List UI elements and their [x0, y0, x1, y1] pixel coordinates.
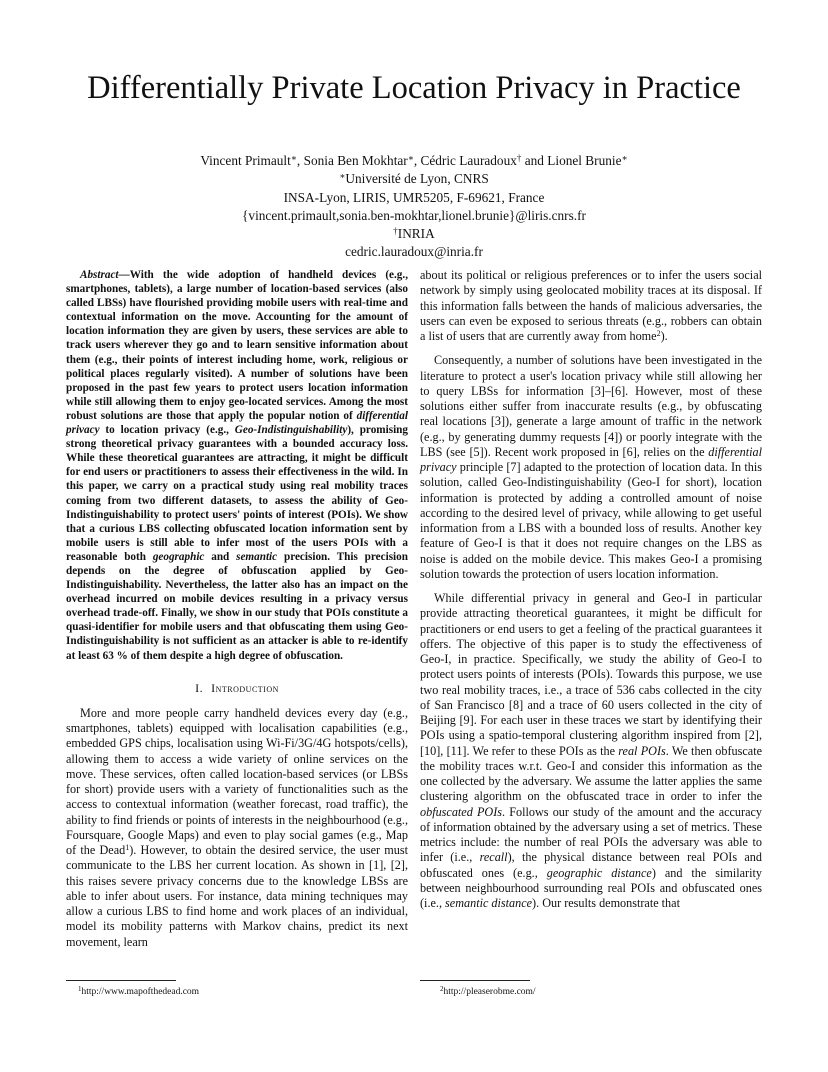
abstract-text: and — [204, 550, 237, 563]
affiliation-mark: ∗ — [621, 153, 628, 163]
section-title: Introduction — [211, 680, 279, 695]
abstract-text: precision. This precision depends on the degree of obfuscation applied by Geo-Indistinguishability. Nevertheless, the latter also has an impact on the overhead incurred on mobile devices resulting in a privacy versus overhead trade-off. Finally, we show in our study that POIs constitute a quasi-identifier for mobile users and that obfuscating them using Geo-Indistinguishability is not sufficient as an attacker is able to re-identify at least 63 % of them despite a high degree of obfuscation. — [66, 550, 408, 662]
paragraph-text: More and more people carry handheld devices every day (e.g., smartphones, tablets) equipped with localisation capabilities (e.g., embedded GPS chips, localisation using Wi-Fi/3G/4G hotspots/cells), allowing them to access a wide variety of online services on the move. These services, often called location-based services (or LBSs for short) provide users with a variety of functionalities such as the access to contextual information (weather forecast, road traffic), the ability to find friends or points of interests in the neighbourhood (e.g., Foursquare, Google Maps) and even to play social games (e.g., Map of the Dead — [66, 705, 408, 858]
affiliation-mark: ∗ — [339, 171, 346, 182]
affiliation-mark: ∗ — [290, 153, 297, 163]
author-name: Vincent Primault — [200, 153, 291, 168]
author-separator: and — [521, 153, 548, 168]
author-name: Sonia Ben Mokhtar — [303, 153, 408, 168]
section-heading — [66, 681, 408, 696]
email-text: cedric.lauradoux@inria.fr — [345, 244, 483, 260]
author-block — [0, 152, 828, 262]
section-number: I. — [195, 680, 204, 695]
body-paragraph — [66, 706, 408, 950]
paragraph-emphasis: recall — [479, 850, 508, 865]
author-line — [0, 152, 828, 170]
footnote-left — [78, 986, 199, 998]
paragraph-text: Consequently, a number of solutions have been investigated in the literature to protect a user's location privacy while still allowing her to query LBSs for information [3]–[6]. However, most of these solutions either suffer from inaccurate results (e.g., by obfuscating real locations [3]), generate a large amount of traffic in the network (e.g., by generating dummy requests [4]) or poorly integrate with the LBS (see [5]). Recent work proposed in [6], relies on the — [420, 353, 762, 459]
affiliation-line — [0, 170, 828, 188]
paragraph-text: ). Our results demonstrate that — [532, 896, 680, 910]
footnote-right — [440, 986, 536, 998]
paragraph-emphasis: semantic distance — [445, 896, 533, 910]
abstract-text: With the wide adoption of handheld devices (e.g., smartphones, tablets), a large number of location-based services (also called LBSs) have flourished providing mobile users with real-time and contextual information on the move. Accounting for the amount of location information they are given by users, these services are able to track users wherever they go and to learn sensitive information about them (e.g., their points of interest including home, work, religious or political places regularly visited). A number of solutions have been proposed in the past few years to protect users location information while still allowing them to enjoy geo-located services. Among the most robust solutions are those that apply the popular notion of — [66, 269, 408, 422]
paragraph-text: ), the physical distance between real POIs and obfuscated ones (e.g., — [420, 850, 762, 880]
paragraph-text: principle [7] adapted to the protection of location data. In this solution, called Geo-Indistinguishability (Geo-I for short), location information is protected by adding a controlled amount of noise according to the desired level of privacy, while allowing to get useful information from a LBS with a bounded loss of results. Another key feature of Geo-I is that it does not require changes on the LBS as noise is added on the mobile device. This makes Geo-I a promising solution towards the protection of users location information. — [420, 460, 762, 581]
footnote-rule — [420, 980, 530, 981]
abstract-label: Abstract — [80, 269, 119, 281]
footnote-mark: 2 — [440, 985, 444, 993]
author-name: Lionel Brunie — [547, 153, 622, 168]
paragraph-text: . We then obfuscate the mobility traces w.r.t. Geo-I and consider this information as the one collected by the adversary. We assume the latter applies the same clustering algorithm on the obfuscated trace in order to infer the — [420, 743, 762, 804]
affiliation-mark: † — [393, 226, 398, 237]
affiliation-mark: ∗ — [407, 153, 414, 163]
body-paragraph — [420, 591, 762, 911]
footnote-mark: 1 — [78, 985, 82, 993]
affiliation-text: Université de Lyon, CNRS — [345, 171, 489, 187]
paragraph-emphasis: obfuscated POIs — [420, 804, 503, 819]
abstract-text: to location privacy (e.g., — [99, 424, 235, 437]
paragraph-emphasis: differential privacy — [420, 444, 762, 474]
footnote-url[interactable]: http://www.mapofthedead.com — [81, 987, 200, 997]
paragraph-emphasis: geographic distance — [546, 865, 652, 880]
body-paragraph — [420, 353, 762, 582]
affiliation-text: INRIA — [397, 226, 435, 242]
abstract-text: ), promising strong theoretical privacy guarantees with a bounded accuracy loss. While these theoretical guarantees are attracting, it might be difficult for end users or practitioners to assess their effectiveness in the wild. In this paper, we carry on a practical study using real mobility traces coming from two different datasets, to assess the ability of Geo-Indistinguishability to protect users' points of interest (POIs). We show that a curious LBS collecting obfuscated location information sent by mobile users is still able to infer most of the users POIs with a reasonable both — [66, 424, 408, 563]
paragraph-text: ). However, to obtain the desired service, the user must communicate to the LBS her current location. As shown in [1], [2], this raises severe privacy concerns due to the knowledge LBSs are able to infer about users. For instance, data mining techniques may allow a curious LBS to find home and work places of an individual, model its mobility patterns with Markov chains, predict its next movement, learn — [66, 843, 408, 949]
paragraph-text: ) and the similarity between neighbourhood surrounding real POIs and obfuscated ones (i.e., — [420, 865, 762, 910]
affiliation-line — [0, 189, 828, 207]
footnote-mark: 2 — [656, 329, 661, 338]
author-separator: , — [413, 153, 421, 168]
abstract-emphasis: differential privacy — [66, 409, 408, 437]
affiliation-mark: † — [516, 153, 522, 163]
affiliation-line — [0, 225, 828, 243]
email-text: {vincent.primault,sonia.ben-mokhtar,lionel.brunie}@liris.cnrs.fr — [242, 207, 586, 223]
paragraph-text: about its political or religious preferences or to infer the users social network by simply using geolocated mobility traces at its disposal. If this information falls between the hands of malicious adversaries, the users can even be exposed to serious threats (e.g., robbers can obtain a list of users that are currently away from home — [420, 268, 762, 343]
footnote-url[interactable]: http://pleaserobme.com/ — [443, 987, 536, 997]
paragraph-text: . Follows our study of the amount and the accuracy of information obtained by the adversary using a set of metrics. These metrics include: the number of real POIs the adversary was able to infer (i.e., — [420, 804, 762, 865]
affiliation-line — [0, 243, 828, 261]
abstract-emphasis: geographic — [152, 550, 205, 563]
abstract — [66, 268, 408, 663]
affiliation-line — [0, 207, 828, 225]
abstract-dash: — — [118, 269, 130, 281]
paragraph-text: ). — [660, 329, 668, 343]
paragraph-emphasis: real POIs — [618, 743, 666, 758]
author-separator: , — [296, 153, 304, 168]
author-name: Cédric Lauradoux — [420, 153, 517, 168]
abstract-emphasis: semantic — [236, 550, 278, 563]
footnote-rule — [66, 980, 176, 981]
body-paragraph — [420, 268, 762, 344]
paragraph-text: While differential privacy in general and Geo-I in particular provide attracting theoretical guarantees, it might be difficult for practitioners or end users to get a feeling of the practical guarantees it offers. The objective of this paper is to study the effectiveness of Geo-I, in practice. Specifically, we study the ability of Geo-I to protect users points of interests (POIs). Towards this purpose, we use two real mobility traces, i.e., a trace of 536 cabs collected in the city of San Francisco [8] and a trace of 60 users collected in the city of Beijing [9]. For each user in these traces we start by identifying their POIs using a spatio-temporal clustering algorithm inspired from [2], [10], [11]. We refer to these POIs as the — [420, 591, 762, 758]
left-column — [66, 268, 408, 950]
paper-title: Differentially Private Location Privacy in Practice — [87, 70, 741, 106]
abstract-emphasis: Geo-Indistinguishability — [234, 424, 348, 437]
affiliation-text: INSA-Lyon, LIRIS, UMR5205, F-69621, France — [283, 189, 545, 205]
right-column — [420, 268, 762, 911]
footnote-mark: 1 — [125, 843, 130, 853]
